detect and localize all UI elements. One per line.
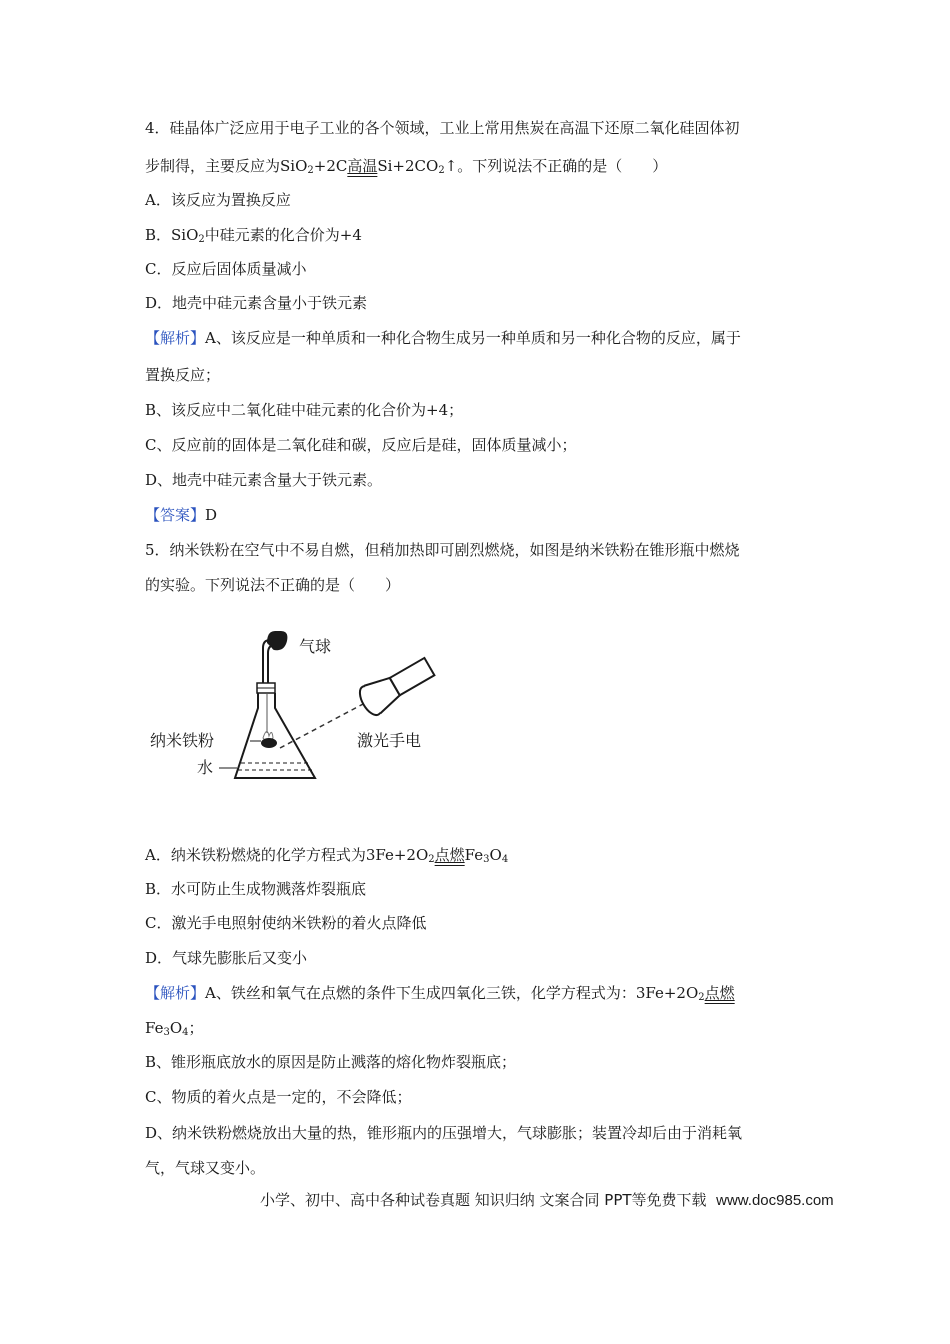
flask-outline [235,693,315,778]
experiment-figure [145,628,445,788]
reaction-condition: 点燃 [434,846,465,864]
q5-option-a [145,845,508,865]
label-laser-flashlight: 激光手电 [357,731,422,750]
q5-analysis-line1 [145,983,735,1003]
q5-option-d: D．气球先膨胀后又变小 [145,949,308,967]
q4-stem-line2 [145,156,667,176]
analysis-text: O [169,1019,183,1037]
label-balloon: 气球 [299,637,332,656]
q5-analysis-line2 [145,1018,204,1038]
q4-answer [145,505,217,525]
page-footer [260,1190,834,1211]
analysis-tag: 【解析】 [145,984,206,1002]
q5-analysis-line6: 气，气球又变小。 [145,1159,266,1177]
subscript: 2 [698,992,705,1003]
laser-beam [280,703,365,748]
subscript: 2 [428,854,435,865]
reaction-condition: 高温 [347,157,378,175]
subscript: 3 [483,854,490,865]
q4-analysis-line2: 置换反应； [145,366,221,384]
q4-stem-text: 步制得，主要反应为SiO [145,157,308,175]
iron-powder-blob [261,738,277,748]
answer-value: D [205,506,218,524]
analysis-text: ； [188,1019,204,1037]
q4-option-a: A．该反应为置换反应 [145,191,291,209]
q4-option-b [145,225,362,245]
option-text: Fe [464,846,484,864]
option-text: A．纳米铁粉燃烧的化学方程式为3Fe+2O [145,846,429,864]
subscript: 2 [438,165,445,176]
q4-analysis-line1 [145,328,741,348]
q5-analysis-line5: D、纳米铁粉燃烧放出大量的热，锥形瓶内的压强增大，气球膨胀；装置冷却后由于消耗氧 [145,1124,743,1142]
label-iron-powder: 纳米铁粉 [150,731,215,750]
q4-stem-text: Si+2CO [377,157,439,175]
q5-option-b: B．水可防止生成物溅落炸裂瓶底 [145,880,367,898]
reaction-condition: 点燃 [704,984,735,1002]
option-text: O [489,846,502,864]
q4-option-c: C．反应后固体质量减小 [145,260,307,278]
q4-stem-line1: 4．硅晶体广泛应用于电子工业的各个领域，工业上常用焦炭在高温下还原二氧化硅固体初 [145,119,740,137]
q4-option-d: D．地壳中硅元素含量小于铁元素 [145,294,368,312]
analysis-text: Fe [145,1019,164,1037]
answer-tag: 【答案】 [145,506,206,524]
subscript: 3 [163,1027,170,1038]
analysis-text: A、铁丝和氧气在点燃的条件下生成四氧化三铁，化学方程式为：3Fe+2O [205,984,699,1002]
option-text: B．SiO [145,226,199,244]
q4-analysis-line3: B、该反应中二氧化硅中硅元素的化合价为+4； [145,401,464,419]
analysis-tag: 【解析】 [145,329,206,347]
q5-stem-line2: 的实验。下列说法不正确的是（ ） [145,576,401,594]
q5-option-c: C．激光手电照射使纳米铁粉的着火点降低 [145,914,427,932]
subscript: 2 [198,234,205,245]
q5-analysis-line4: C、物质的着火点是一定的，不会降低； [145,1088,412,1106]
subscript: 4 [182,1027,189,1038]
footer-site-link[interactable]: www.doc985.com [716,1192,834,1209]
label-water: 水 [197,758,214,777]
q5-stem-line1: 5．纳米铁粉在空气中不易自燃，但稍加热即可剧烈燃烧，如图是纳米铁粉在锥形瓶中燃烧 [145,541,740,559]
q4-analysis-line5: D、地壳中硅元素含量大于铁元素。 [145,471,383,489]
footer-text: 小学、初中、高中各种试卷真题 知识归纳 文案合同 PPT等免费下载 [260,1191,707,1209]
option-text: 中硅元素的化合价为+4 [204,226,362,244]
subscript: 2 [307,165,314,176]
laser-flashlight-shape [356,653,438,719]
q4-stem-text: +2C [313,157,348,175]
subscript: 4 [501,854,509,865]
q4-analysis-line4: C、反应前的固体是二氧化硅和碳，反应后是硅，固体质量减小； [145,436,577,454]
analysis-text: A、该反应是一种单质和一种化合物生成另一种单质和另一种化合物的反应，属于 [205,329,741,347]
q4-stem-text: ↑。下列说法不正确的是（ ） [444,157,668,175]
q5-analysis-line3: B、锥形瓶底放水的原因是防止溅落的熔化物炸裂瓶底； [145,1053,517,1071]
